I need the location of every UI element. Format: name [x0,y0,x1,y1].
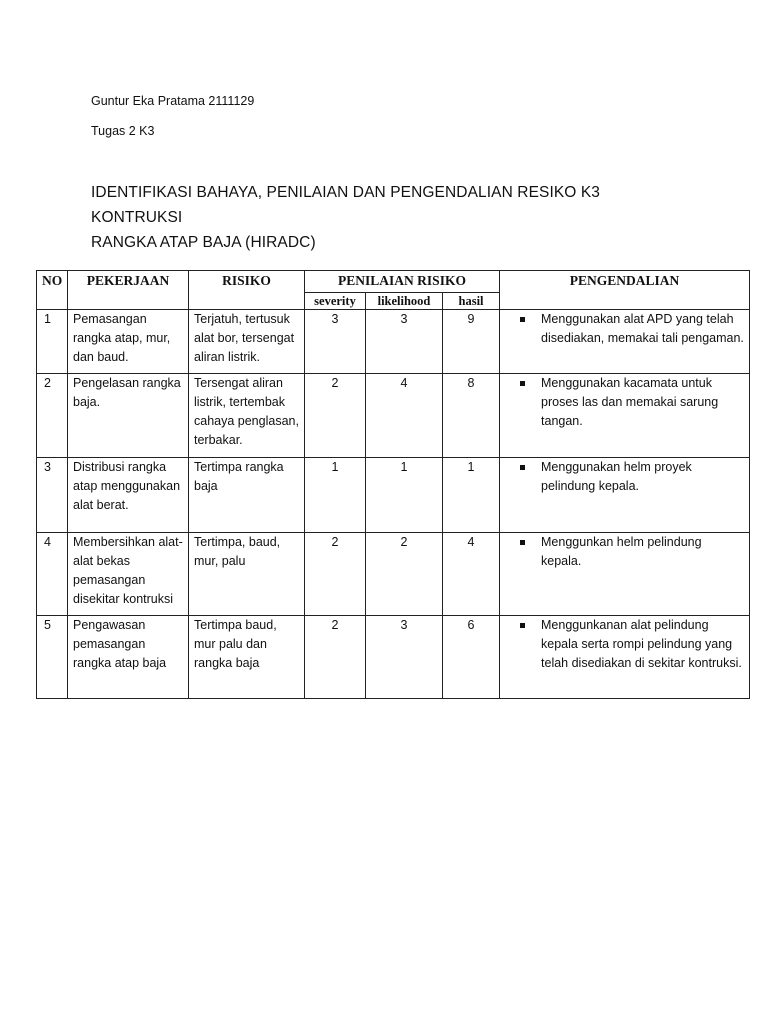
header-no: NO [37,271,68,310]
header-penilaian-risiko: PENILAIAN RISIKO [305,271,500,293]
cell-risiko: Tertimpa baud, mur palu dan rangka baja [189,616,305,699]
cell-pengendalian [500,374,750,458]
cell-pekerjaan: Membersihkan alat-alat bekas pemasangan disekitar kontruksi [68,533,189,616]
cell-pekerjaan: Pengawasan pemasangan rangka atap baja [68,616,189,699]
cell-severity: 2 [305,374,366,458]
cell-no: 5 [37,616,68,699]
cell-severity: 3 [305,310,366,374]
cell-no: 2 [37,374,68,458]
cell-pengendalian [500,310,750,374]
cell-pengendalian [500,533,750,616]
cell-hasil: 9 [443,310,500,374]
cell-pekerjaan: Distribusi rangka atap menggunakan alat berat. [68,458,189,533]
header-likelihood: likelihood [366,293,443,310]
cell-severity: 2 [305,533,366,616]
bullet-icon [520,317,525,322]
cell-pengendalian [500,458,750,533]
cell-likelihood: 3 [366,310,443,374]
cell-risiko: Terjatuh, tertusuk alat bor, tersengat aliran listrik. [189,310,305,374]
task-line: Tugas 2 K3 [91,124,155,138]
pengendalian-text: Menggunkan helm pelindung kepala. [541,535,702,568]
cell-risiko: Tersengat aliran listrik, tertembak cahaya penglasan, terbakar. [189,374,305,458]
table-row [37,616,750,699]
pengendalian-text: Menggunakan helm proyek pelindung kepala. [541,460,692,493]
cell-risiko: Tertimpa rangka baja [189,458,305,533]
cell-likelihood: 4 [366,374,443,458]
header-pekerjaan: PEKERJAAN [68,271,189,310]
table-row [37,533,750,616]
cell-no: 1 [37,310,68,374]
table-row [37,374,750,458]
cell-pengendalian [500,616,750,699]
table-row [37,310,750,374]
cell-pekerjaan: Pemasangan rangka atap, mur, dan baud. [68,310,189,374]
cell-risiko: Tertimpa, baud, mur, palu [189,533,305,616]
cell-severity: 2 [305,616,366,699]
pengendalian-text: Menggunkanan alat pelindung kepala serta rompi pelindung yang telah disediakan di sekitar kontruksi. [541,618,742,670]
document-title-line-2: RANGKA ATAP BAJA (HIRADC) [91,234,316,251]
bullet-icon [520,381,525,386]
header-pengendalian: PENGENDALIAN [500,271,750,310]
header-risiko: RISIKO [189,271,305,310]
pengendalian-text: Menggunakan kacamata untuk proses las dan memakai sarung tangan. [541,376,719,428]
table-row [37,458,750,533]
document-title [91,180,691,255]
cell-severity: 1 [305,458,366,533]
hiradc-table [36,270,750,699]
cell-likelihood: 3 [366,616,443,699]
cell-hasil: 1 [443,458,500,533]
bullet-icon [520,540,525,545]
author-line: Guntur Eka Pratama 2111129 [91,94,255,108]
cell-no: 4 [37,533,68,616]
cell-likelihood: 1 [366,458,443,533]
pengendalian-text: Menggunakan alat APD yang telah disediakan, memakai tali pengaman. [541,312,744,345]
header-hasil: hasil [443,293,500,310]
cell-hasil: 6 [443,616,500,699]
cell-likelihood: 2 [366,533,443,616]
table-header-row [37,271,750,293]
cell-hasil: 4 [443,533,500,616]
cell-hasil: 8 [443,374,500,458]
bullet-icon [520,623,525,628]
header-severity: severity [305,293,366,310]
cell-pekerjaan: Pengelasan rangka baja. [68,374,189,458]
document-title-line-1: IDENTIFIKASI BAHAYA, PENILAIAN DAN PENGENDALIAN RESIKO K3 KONTRUKSI [91,184,601,226]
bullet-icon [520,465,525,470]
cell-no: 3 [37,458,68,533]
